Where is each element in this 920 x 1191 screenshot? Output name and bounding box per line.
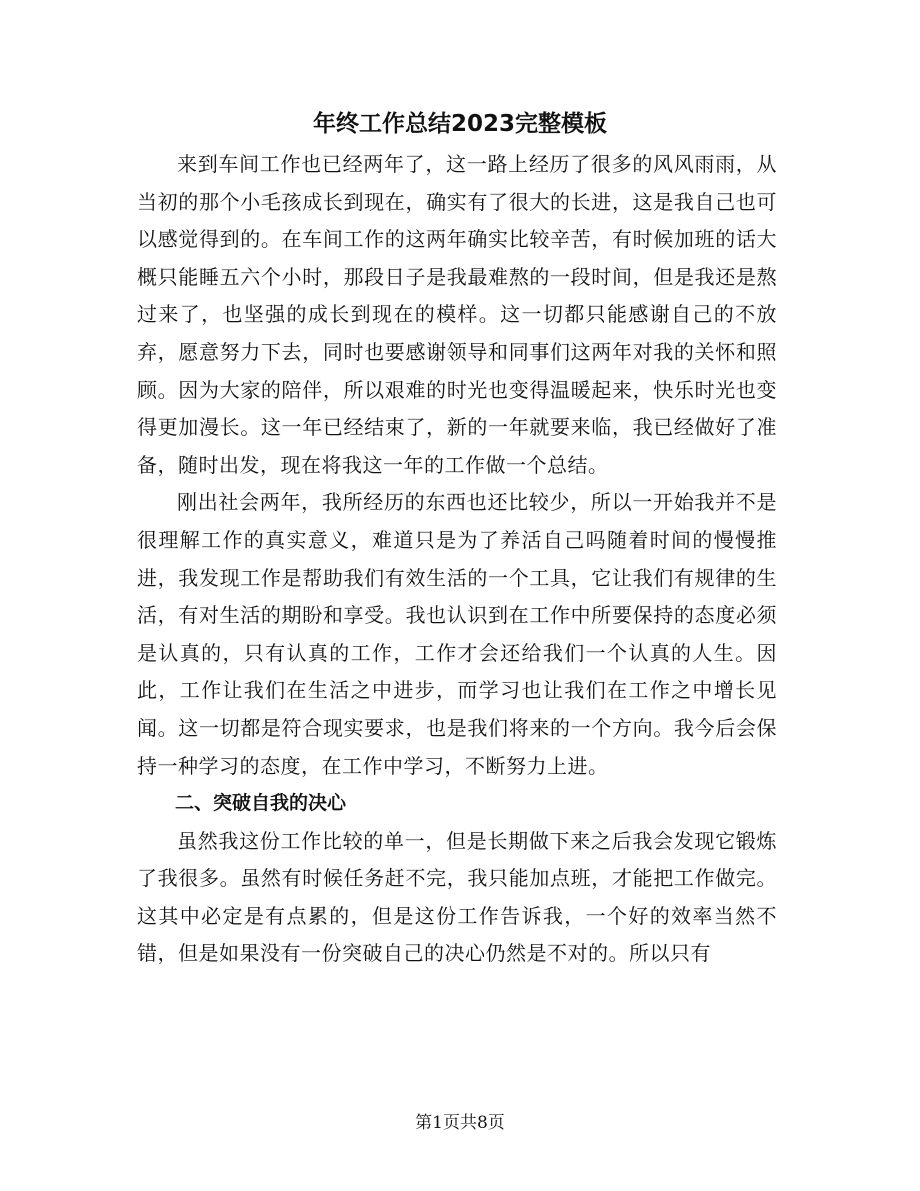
paragraph-work-meaning: 刚出社会两年，我所经历的东西也还比较少，所以一开始我并不是很理解工作的真实意义，难道只是为了养活自己吗随着时间的慢慢推进，我发现工作是帮助我们有效生活的一个工具，它让我们有规律的生活，有对生活的期盼和享受。我也认识到在工作中所要保持的态度必须是认真的，只有认真的工作，工作才会还给我们一个认真的人生。因此，工作让我们在生活之中进步，而学习也让我们在工作之中增长见闻。这一切都是符合现实要求，也是我们将来的一个方向。我今后会保持一种学习的态度，在工作中学习，不断努力上进。 (137, 490, 777, 778)
document-title: 年终工作总结2023完整模板 (312, 111, 607, 137)
page-number: 第1页共8页 (415, 1113, 505, 1133)
paragraph-intro: 来到车间工作也已经两年了，这一路上经历了很多的风风雨雨，从当初的那个小毛孩成长到现在，确实有了很大的长进，这是我自己也可以感觉得到的。在车间工作的这两年确实比较辛苦，有时候加班的话大概只能睡五六个小时，那段日子是我最难熬的一段时间，但是我还是熬过来了，也坚强的成长到现在的模样。这一切都只能感谢自己的不放弃，愿意努力下去，同时也要感谢领导和同事们这两年对我的关怀和照顾。因为大家的陪伴，所以艰难的时光也变得温暖起来，快乐时光也变得更加漫长。这一年已经结束了，新的一年就要来临，我已经做好了准备，随时出发，现在将我这一年的工作做一个总结。 (137, 152, 777, 477)
paragraph-breakthrough: 虽然我这份工作比较的单一，但是长期做下来之后我会发现它锻炼了我很多。虽然有时候任务赶不完，我只能加点班，才能把工作做完。这其中必定是有点累的，但是这份工作告诉我，一个好的效率当然不错，但是如果没有一份突破自己的决心仍然是不对的。所以只有 (137, 828, 777, 966)
document-body (137, 146, 777, 973)
section-heading: 二、突破自我的决心 (175, 792, 347, 815)
